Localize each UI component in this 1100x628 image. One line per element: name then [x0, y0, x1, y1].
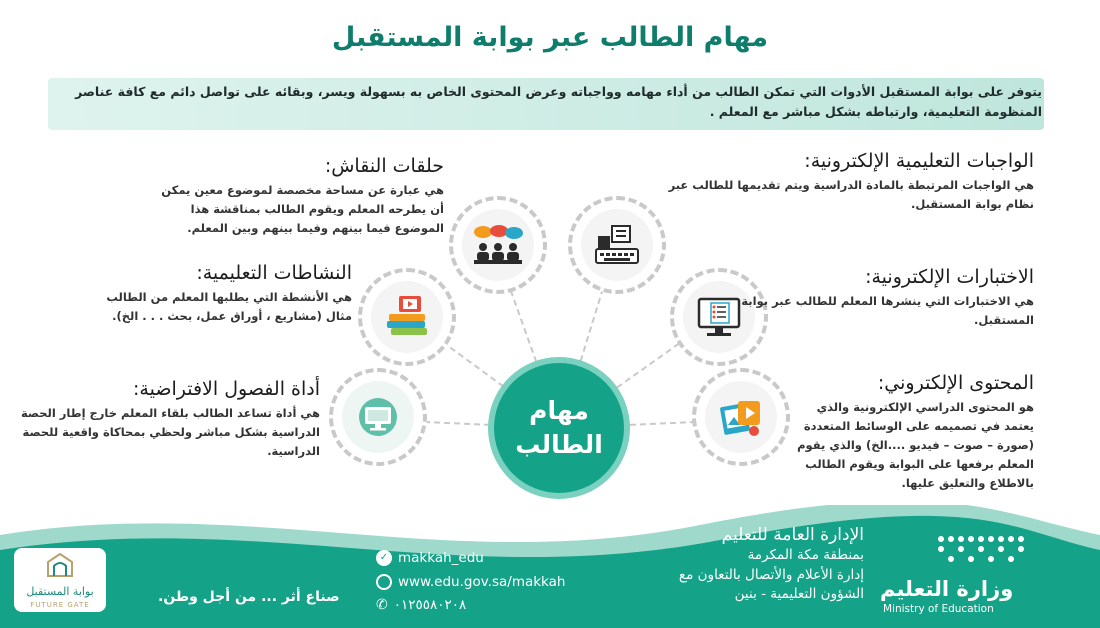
media-content-icon: [718, 395, 764, 439]
virtual-class-title: أداة الفصول الافتراضية:: [133, 378, 320, 400]
activities-title: النشاطات التعليمية:: [196, 262, 352, 284]
discussion-title: حلقات النقاش:: [324, 155, 444, 177]
phone-icon: ✆: [376, 597, 388, 613]
keyboard-book-icon: [592, 223, 642, 267]
admin-line-2: بمنطقة مكة المكرمة: [747, 547, 864, 563]
virtual-class-card: [14, 378, 320, 461]
slogan: صناع أثر ... من أجل وطن.: [158, 589, 340, 605]
page-title: مهام الطالب عبر بوابة المستقبل: [331, 22, 769, 53]
content-title: المحتوى الإلكتروني:: [877, 372, 1034, 394]
ministry-name-en: Ministry of Education: [883, 603, 994, 615]
website-url: www.edu.gov.sa/makkah: [398, 574, 566, 590]
discussion-card: [154, 155, 444, 238]
future-gate-emblem-icon: [46, 552, 74, 578]
twitter-icon: ✓: [376, 550, 392, 566]
activities-node: [358, 268, 456, 366]
phone-contact[interactable]: [376, 597, 466, 613]
twitter-handle: makkah_edu: [398, 550, 484, 566]
admin-line-4: الشؤون التعليمية - بنين: [734, 586, 864, 602]
homework-title: الواجبات التعليمية الإلكترونية:: [804, 150, 1034, 172]
website-contact[interactable]: [376, 574, 565, 590]
globe-icon: [376, 574, 392, 590]
content-body: هو المحتوى الدراسي الإلكترونية والذي يعتمد في تصميمه على الوسائط المتعددة (صورة – صوت – فيديو ....الخ) والذي يقوم المعلم برفعها على البوابة ويقوم الطالب بالاطلاع والتعليق عليها.: [797, 400, 1034, 490]
books-icon: [383, 294, 431, 340]
homework-card: [652, 150, 1034, 214]
exams-card: [730, 266, 1034, 330]
virtual-class-body: هي أداة تساعد الطالب بلقاء المعلم خارج إطار الحصة الدراسية بشكل مباشر ولحظي بمحاكاة واقعية للحصة الدراسية.: [20, 406, 320, 458]
administration-text: [612, 524, 864, 605]
admin-line-1: الإدارة العامة للتعليم: [721, 525, 864, 545]
ministry-name-ar: وزارة التعليم: [880, 577, 1014, 601]
discussion-body: هي عبارة عن مساحة مخصصة لموضوع معين يمكن أن يطرحه المعلم ويقوم الطالب بمناقشة هذا الموضوع فيما بينهم وفيما بينهم وبين المعلم.: [161, 183, 444, 235]
discussion-group-icon: [471, 223, 525, 267]
future-gate-name-ar: بوابة المستقبل: [26, 585, 94, 598]
discussion-node: [449, 196, 547, 294]
phone-number: ٠١٢٥٥٨٠٢٠٨: [393, 597, 467, 613]
future-gate-name-en: FUTURE GATE: [30, 601, 90, 609]
exams-title: الاختبارات الإلكترونية:: [865, 266, 1034, 288]
activities-body: هي الأنشطة التي يطلبها المعلم من الطالب مثال (مشاريع ، أوراق عمل، بحث . . . الخ).: [106, 290, 352, 323]
admin-line-3: إدارة الأعلام والأتصال بالتعاون مع: [678, 566, 864, 583]
vision-logo-icon: [935, 533, 1027, 571]
student-tasks-center: [488, 357, 630, 499]
center-line-1: مهام: [529, 396, 589, 425]
activities-card: [92, 262, 352, 326]
monitor-icon: [356, 397, 400, 437]
content-card: [790, 372, 1034, 493]
twitter-contact[interactable]: [376, 550, 484, 566]
content-node: [692, 368, 790, 466]
homework-body: هي الواجبات المرتبطة بالمادة الدراسية ويتم تقديمها للطالب عبر نظام بوابة المستقبل.: [668, 178, 1034, 211]
virtual-class-node: [329, 368, 427, 466]
center-line-2: الطالب: [515, 430, 603, 459]
exams-body: هي الاختبارات التي ينشرها المعلم للطالب عبر بوابة المستقبل.: [741, 294, 1034, 327]
intro-text: يتوفر على بوابة المستقبل الأدوات التي تمكن الطالب من أداء مهامه وواجباته وعرض المحتوى الخاص به بسهولة ويسر، وبقائه على تواصل دائم مع كافة عناصر المنظومة التعليمية، وارتباطه بشكل مباشر مع المعلم .: [75, 84, 1042, 119]
